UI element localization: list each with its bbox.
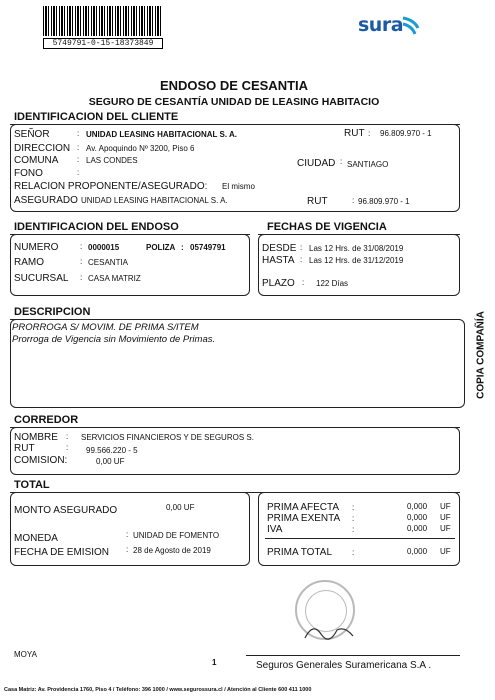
relacion-value: El mismo — [222, 182, 255, 191]
descripcion-section-title: DESCRIPCION — [14, 306, 91, 318]
document-title: ENDOSO DE CESANTIA — [159, 78, 309, 93]
comuna-value: LAS CONDES — [86, 156, 138, 165]
signature-line — [246, 655, 460, 656]
prima-exenta-label: PRIMA EXENTA — [267, 513, 341, 524]
barcode-number: 5749791-0-15-18373849 — [43, 38, 163, 49]
footer-address: Casa Matriz: Av. Providencia 1760, Piso 4 / Teléfono: 396 1000 / www.segurossura.cl / Atención al Cliente 600 411 1000 — [4, 687, 312, 693]
cliente-section-title: IDENTIFICACION DEL CLIENTE — [14, 111, 179, 123]
fono-label: FONO — [14, 168, 43, 179]
numero-value: 0000015 — [88, 243, 120, 252]
vigencia-section-title: FECHAS DE VIGENCIA — [267, 221, 387, 233]
fecha-emision-value: 28 de Agosto de 2019 — [133, 546, 211, 555]
comision-value: 0,00 UF — [96, 457, 125, 466]
corredor-rut-value: 99.566.220 - 5 — [86, 446, 138, 455]
desde-value: Las 12 Hrs. de 31/08/2019 — [309, 244, 404, 253]
monto-label: MONTO ASEGURADO — [14, 505, 118, 516]
sucursal-value: CASA MATRIZ — [88, 274, 141, 283]
ciudad-value: SANTIAGO — [347, 160, 389, 169]
ramo-label: RAMO — [14, 257, 44, 268]
numero-label: NUMERO — [14, 242, 59, 253]
iva-unit: UF — [440, 524, 451, 533]
barcode — [43, 6, 163, 36]
prima-afecta-label: PRIMA AFECTA — [267, 502, 340, 513]
rut2-value: 96.809.970 - 1 — [358, 197, 410, 206]
iva-label: IVA — [267, 524, 283, 535]
copia-compania-label: COPIA COMPAÑÍA — [475, 311, 487, 399]
prima-total-unit: UF — [440, 547, 451, 556]
hasta-value: Las 12 Hrs. de 31/12/2019 — [309, 256, 404, 265]
fecha-emision-label: FECHA DE EMISION — [14, 547, 110, 558]
comision-label: COMISION: — [14, 455, 68, 466]
ramo-value: CESANTIA — [88, 258, 129, 267]
corredor-rut-label: RUT — [14, 443, 35, 454]
sura-logo: sura — [358, 14, 404, 36]
prima-afecta-value: 0,000 — [407, 502, 428, 511]
prima-exenta-unit: UF — [440, 513, 451, 522]
corredor-section-title: CORREDOR — [14, 414, 79, 426]
senor-value: UNIDAD LEASING HABITACIONAL S. A. — [86, 130, 237, 139]
rut-label: RUT — [344, 128, 365, 139]
direccion-value: Av. Apoquindo Nº 3200, Piso 6 — [86, 144, 195, 153]
prima-total-value: 0,000 — [407, 547, 428, 556]
descripcion-line-2: Prorroga de Vigencia sin Movimiento de Primas. — [12, 334, 216, 345]
iva-value: 0,000 — [407, 524, 428, 533]
poliza-value: 05749791 — [190, 243, 226, 252]
hasta-label: HASTA — [262, 255, 295, 266]
sura-logo-icon — [400, 14, 422, 38]
prima-total-divider — [265, 538, 455, 539]
senor-label: SEÑOR — [14, 129, 50, 140]
prima-afecta-unit: UF — [440, 502, 451, 511]
document-subtitle: SEGURO DE CESANTÍA UNIDAD DE LEASING HABITACIO — [88, 96, 380, 108]
endoso-section-title: IDENTIFICACION DEL ENDOSO — [14, 221, 179, 233]
footer-user: MOYA — [14, 650, 37, 659]
descripcion-line-1: PRORROGA S/ MOVIM. DE PRIMA S/ITEM — [12, 322, 199, 333]
rut2-label: RUT — [307, 196, 328, 207]
total-section-title: TOTAL — [14, 479, 50, 491]
corredor-nombre-label: NOMBRE — [14, 432, 58, 443]
company-name: Seguros Generales Suramericana S.A . — [256, 660, 432, 671]
asegurado-label: ASEGURADO — [14, 195, 78, 206]
plazo-value: 122 Días — [316, 279, 349, 288]
sucursal-label: SUCURSAL — [14, 273, 69, 284]
comuna-label: COMUNA — [14, 155, 59, 166]
monto-value: 0,00 UF — [166, 503, 195, 512]
rut-value: 96.809.970 - 1 — [380, 129, 432, 138]
prima-total-label: PRIMA TOTAL — [267, 547, 333, 558]
signature — [303, 620, 363, 644]
asegurado-value: UNIDAD LEASING HABITACIONAL S. A. — [81, 196, 228, 205]
corredor-nombre-value: SERVICIOS FINANCIEROS Y DE SEGUROS S. — [81, 433, 254, 442]
prima-exenta-value: 0,000 — [407, 513, 428, 522]
moneda-value: UNIDAD DE FOMENTO — [133, 531, 220, 540]
ciudad-label: CIUDAD — [297, 158, 336, 169]
desde-label: DESDE — [262, 243, 297, 254]
plazo-label: PLAZO — [262, 278, 295, 289]
poliza-label: POLIZA — [146, 243, 176, 252]
moneda-label: MONEDA — [14, 533, 58, 544]
page-number: 1 — [212, 658, 217, 667]
relacion-label: RELACION PROPONENTE/ASEGURADO: — [14, 181, 208, 192]
direccion-label: DIRECCION — [14, 143, 71, 154]
